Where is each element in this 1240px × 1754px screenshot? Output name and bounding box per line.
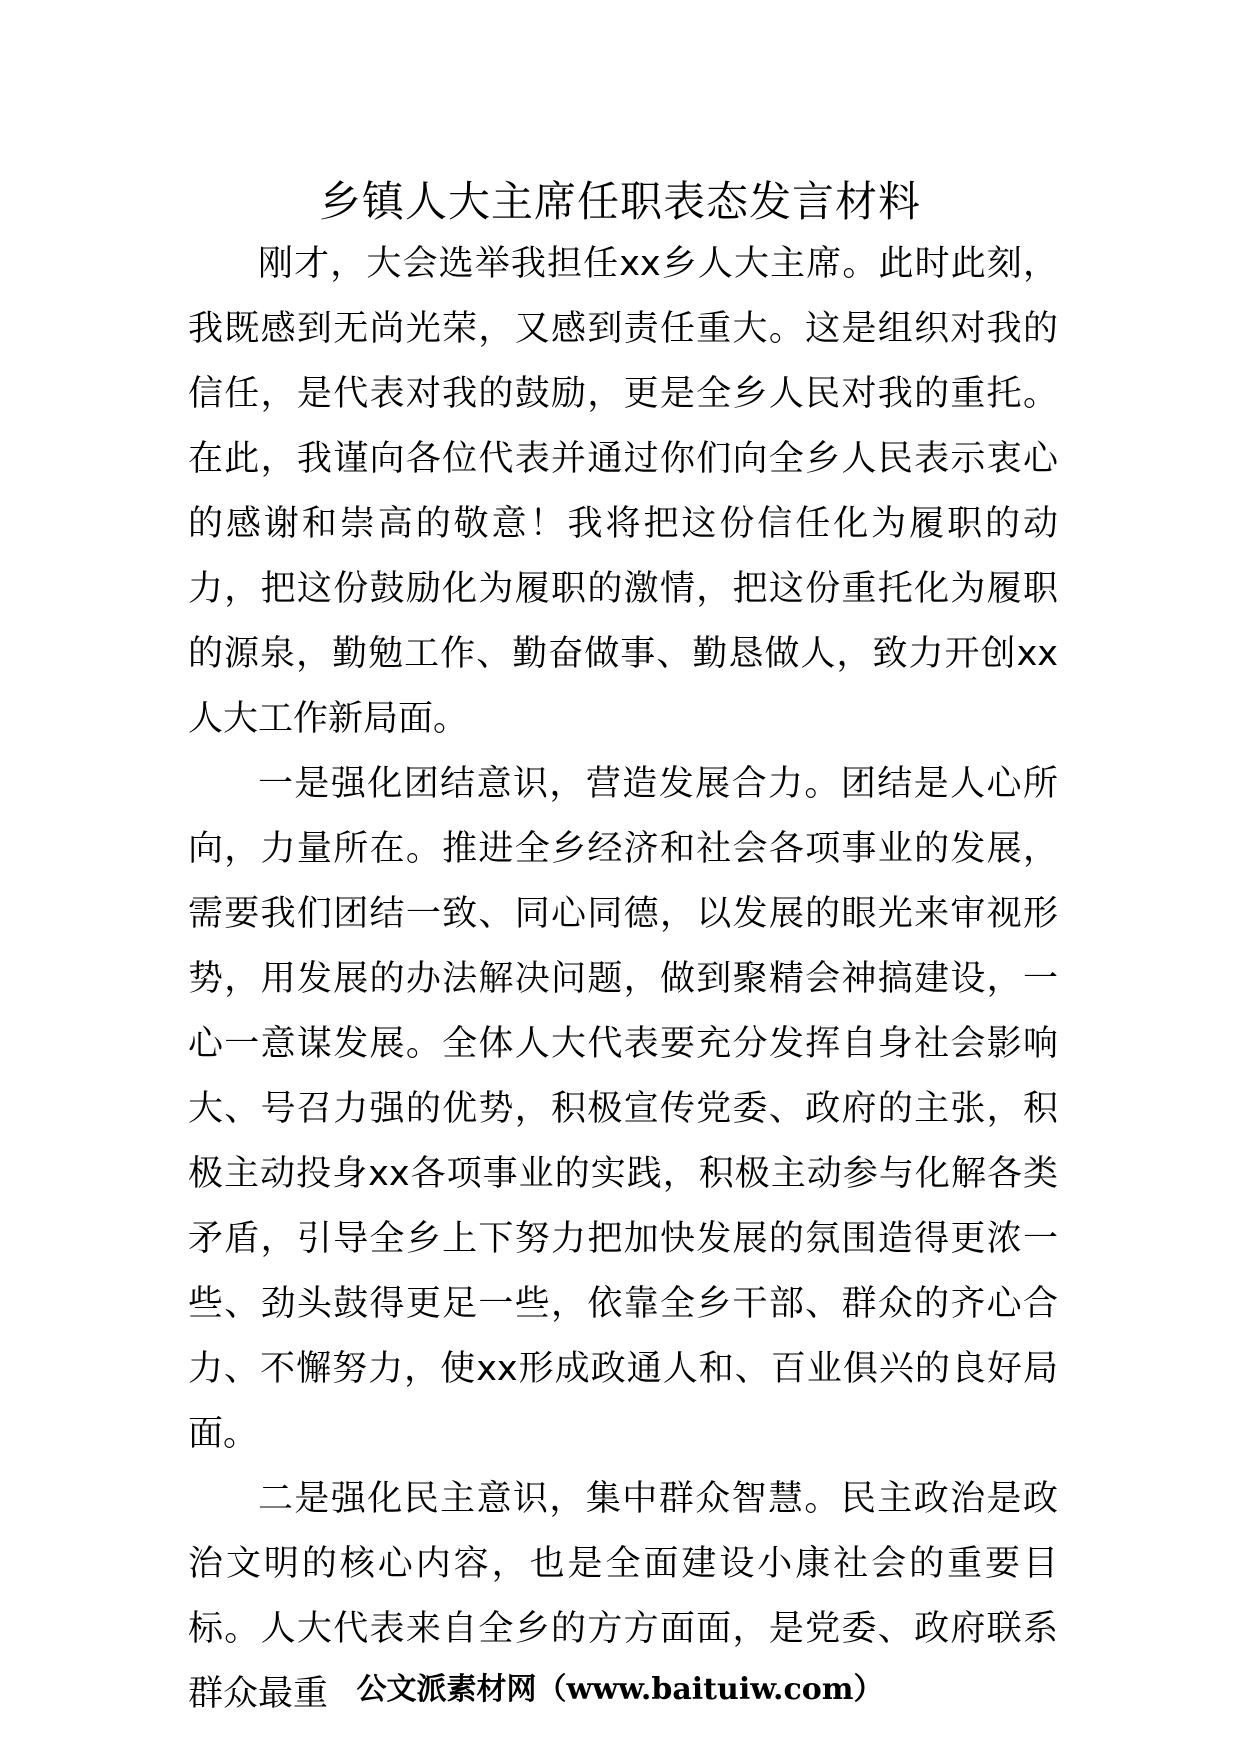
paragraph-democracy: 二是强化民主意识，集中群众智慧。民主政治是政治文明的核心内容，也是全面建设小康社会的重要目标。人大代表来自全乡的方方面面，是党委、政府联系群众最重 [188,1479,1058,1714]
paragraph-unity: 一是强化团结意识，营造发展合力。团结是人心所向，力量所在。推进全乡经济和社会各项事业的发展，需要我们团结一致、同心同德，以发展的眼光来审视形势，用发展的办法解决问题，做到聚精会神搞建设，一心一意谋发展。全体人大代表要充分发挥自身社会影响大、号召力强的优势，积极宣传党委、政府的主张，积极主动投身xx各项事业的实践，积极主动参与化解各类矛盾，引导全乡上下努力把加快发展的氛围造得更浓一些、劲头鼓得更足一些，依靠全乡干部、群众的齐心合力、不懈努力，使xx形成政通人和、百业俱兴的良好局面。 [188,764,1058,1454]
document-body [188,232,1058,1727]
paragraph-opening: 刚才，大会选举我担任xx乡人大主席。此时此刻，我既感到无尚光荣，又感到责任重大。这是组织对我的信任，是代表对我的鼓励，更是全乡人民对我的重托。在此，我谨向各位代表并通过你们向全乡人民表示衷心的感谢和崇高的敬意！我将把这份信任化为履职的动力，把这份鼓励化为履职的激情，把这份重托化为履职的源泉，勤勉工作、勤奋做事、勤恳做人，致力开创xx人大工作新局面。 [188,244,1058,739]
footer-watermark: 公文派素材网（www.baituiw.com） [356,1672,884,1707]
document-title: 乡镇人大主席任职表态发言材料 [318,177,921,226]
